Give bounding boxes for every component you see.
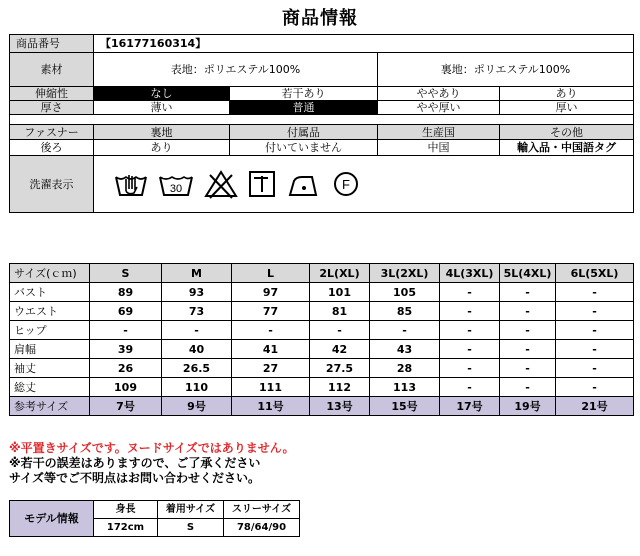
size-cell: 11号 bbox=[232, 397, 310, 416]
model-info-table bbox=[9, 500, 300, 537]
size-cell: 73 bbox=[162, 302, 232, 321]
size-row-label: 袖丈 bbox=[10, 359, 90, 378]
size-row-label: 参考サイズ bbox=[10, 397, 90, 416]
size-cell: - bbox=[556, 302, 634, 321]
size-cell: 9号 bbox=[162, 397, 232, 416]
size-cell: 19号 bbox=[500, 397, 556, 416]
size-cell: 15号 bbox=[370, 397, 440, 416]
size-cell: 27.5 bbox=[310, 359, 370, 378]
size-cell: - bbox=[162, 321, 232, 340]
size-row-label: バスト bbox=[10, 283, 90, 302]
material-label: 素材 bbox=[10, 53, 94, 87]
notes bbox=[9, 441, 295, 486]
size-cell: 69 bbox=[90, 302, 162, 321]
size-row-label: ウエスト bbox=[10, 302, 90, 321]
size-cell: - bbox=[556, 378, 634, 397]
no-bleach-icon bbox=[204, 169, 238, 199]
size-cell: 81 bbox=[310, 302, 370, 321]
size-cell: - bbox=[90, 321, 162, 340]
origin-header: 生産国 bbox=[378, 125, 500, 140]
size-cell: 2L(XL) bbox=[310, 264, 370, 283]
origin-value: 中国 bbox=[378, 140, 500, 156]
thickness-option-slightly-thick: やや厚い bbox=[378, 101, 500, 115]
product-info-table bbox=[9, 34, 634, 213]
size-cell: - bbox=[440, 359, 500, 378]
size-cell: - bbox=[440, 321, 500, 340]
thickness-label: 厚さ bbox=[10, 101, 94, 115]
size-cell: 109 bbox=[90, 378, 162, 397]
size-cell: - bbox=[440, 283, 500, 302]
size-cell: S bbox=[90, 264, 162, 283]
size-cell: 93 bbox=[162, 283, 232, 302]
size-cell: 7号 bbox=[90, 397, 162, 416]
size-cell: L bbox=[232, 264, 310, 283]
size-cell: 105 bbox=[370, 283, 440, 302]
size-cell: - bbox=[310, 321, 370, 340]
size-row-label: ヒップ bbox=[10, 321, 90, 340]
size-cell: - bbox=[370, 321, 440, 340]
iron-low-icon bbox=[286, 169, 322, 199]
product-no-value: 【16177160314】 bbox=[94, 35, 634, 53]
model-info-label: モデル情報 bbox=[10, 501, 94, 537]
lining-header: 裏地 bbox=[94, 125, 230, 140]
size-row-label: 総丈 bbox=[10, 378, 90, 397]
size-cell: 17号 bbox=[440, 397, 500, 416]
size-cell: 28 bbox=[370, 359, 440, 378]
size-cell: - bbox=[440, 302, 500, 321]
size-cell: 111 bbox=[232, 378, 310, 397]
wash-symbols bbox=[94, 156, 634, 213]
lining-value: あり bbox=[94, 140, 230, 156]
thickness-option-thin: 薄い bbox=[94, 101, 230, 115]
size-cell: - bbox=[500, 302, 556, 321]
size-cell: 89 bbox=[90, 283, 162, 302]
size-cell: 43 bbox=[370, 340, 440, 359]
size-row-label: 肩幅 bbox=[10, 340, 90, 359]
size-cell: 6L(5XL) bbox=[556, 264, 634, 283]
other-value: 輸入品・中国語タグ bbox=[500, 140, 634, 156]
size-row-label: サイズ(ｃｍ) bbox=[10, 264, 90, 283]
size-cell: 85 bbox=[370, 302, 440, 321]
size-cell: - bbox=[440, 340, 500, 359]
size-cell: 110 bbox=[162, 378, 232, 397]
size-row bbox=[10, 283, 634, 302]
size-cell: 27 bbox=[232, 359, 310, 378]
wash-30-text: 30 bbox=[169, 183, 183, 195]
size-cell: 21号 bbox=[556, 397, 634, 416]
stretch-option-yes: あり bbox=[500, 87, 634, 101]
size-cell: 39 bbox=[90, 340, 162, 359]
stretch-option-somewhat: ややあり bbox=[378, 87, 500, 101]
size-row bbox=[10, 378, 634, 397]
size-cell: 40 bbox=[162, 340, 232, 359]
size-cell: 42 bbox=[310, 340, 370, 359]
size-row bbox=[10, 359, 634, 378]
thickness-option-normal: 普通 bbox=[230, 101, 378, 115]
size-cell: 13号 bbox=[310, 397, 370, 416]
size-cell: 113 bbox=[370, 378, 440, 397]
dryclean-f-icon bbox=[332, 169, 360, 199]
size-cell: - bbox=[440, 378, 500, 397]
stretch-label: 伸縮性 bbox=[10, 87, 94, 101]
note-tolerance: ※若干の誤差はありますので、ご了承ください bbox=[9, 456, 261, 470]
thickness-option-thick: 厚い bbox=[500, 101, 634, 115]
size-row bbox=[10, 340, 634, 359]
size-row bbox=[10, 302, 634, 321]
size-row bbox=[10, 321, 634, 340]
note-contact: サイズ等でご不明点はお問い合わせください。 bbox=[9, 471, 261, 485]
size-cell: M bbox=[162, 264, 232, 283]
page-title: 商品情報 bbox=[282, 8, 358, 29]
size-cell: 26.5 bbox=[162, 359, 232, 378]
size-table bbox=[9, 263, 634, 416]
model-measurements: 78/64/90 bbox=[224, 519, 300, 537]
model-height: 172cm bbox=[94, 519, 158, 537]
size-cell: 4L(3XL) bbox=[440, 264, 500, 283]
size-cell: - bbox=[556, 359, 634, 378]
wash-label: 洗濯表示 bbox=[10, 156, 94, 213]
model-header-measurements: スリーサイズ bbox=[224, 501, 300, 519]
size-cell: - bbox=[500, 283, 556, 302]
size-cell: - bbox=[556, 283, 634, 302]
accessory-header: 付属品 bbox=[230, 125, 378, 140]
reference-size-row bbox=[10, 397, 634, 416]
lining-material: 裏地：ポリエステル100% bbox=[378, 53, 634, 87]
stretch-option-none: なし bbox=[94, 87, 230, 101]
outer-material: 表地：ポリエステル100% bbox=[94, 53, 378, 87]
accessory-value: 付いていません bbox=[230, 140, 378, 156]
size-cell: - bbox=[500, 359, 556, 378]
size-cell: - bbox=[556, 340, 634, 359]
size-cell: - bbox=[556, 321, 634, 340]
other-header: その他 bbox=[500, 125, 634, 140]
size-cell: 101 bbox=[310, 283, 370, 302]
size-cell: 5L(4XL) bbox=[500, 264, 556, 283]
size-cell: 97 bbox=[232, 283, 310, 302]
note-flat-measure: ※平置きサイズです。ヌードサイズではありません。 bbox=[9, 441, 295, 455]
wash-30-icon bbox=[158, 169, 194, 199]
size-cell: 112 bbox=[310, 378, 370, 397]
size-cell: - bbox=[500, 321, 556, 340]
size-cell: - bbox=[232, 321, 310, 340]
size-cell: 26 bbox=[90, 359, 162, 378]
hand-wash-icon bbox=[114, 169, 148, 199]
size-cell: - bbox=[500, 378, 556, 397]
size-cell: 41 bbox=[232, 340, 310, 359]
model-header-size: 着用サイズ bbox=[158, 501, 224, 519]
model-size: S bbox=[158, 519, 224, 537]
fastener-value: 後ろ bbox=[10, 140, 94, 156]
dryclean-f-text: F bbox=[342, 177, 350, 192]
model-header-height: 身長 bbox=[94, 501, 158, 519]
size-header-row bbox=[10, 264, 634, 283]
size-cell: - bbox=[500, 340, 556, 359]
fastener-header: ファスナー bbox=[10, 125, 94, 140]
line-dry-icon bbox=[248, 169, 276, 199]
stretch-option-slight: 若干あり bbox=[230, 87, 378, 101]
product-no-label: 商品番号 bbox=[10, 35, 94, 53]
size-cell: 3L(2XL) bbox=[370, 264, 440, 283]
size-cell: 77 bbox=[232, 302, 310, 321]
